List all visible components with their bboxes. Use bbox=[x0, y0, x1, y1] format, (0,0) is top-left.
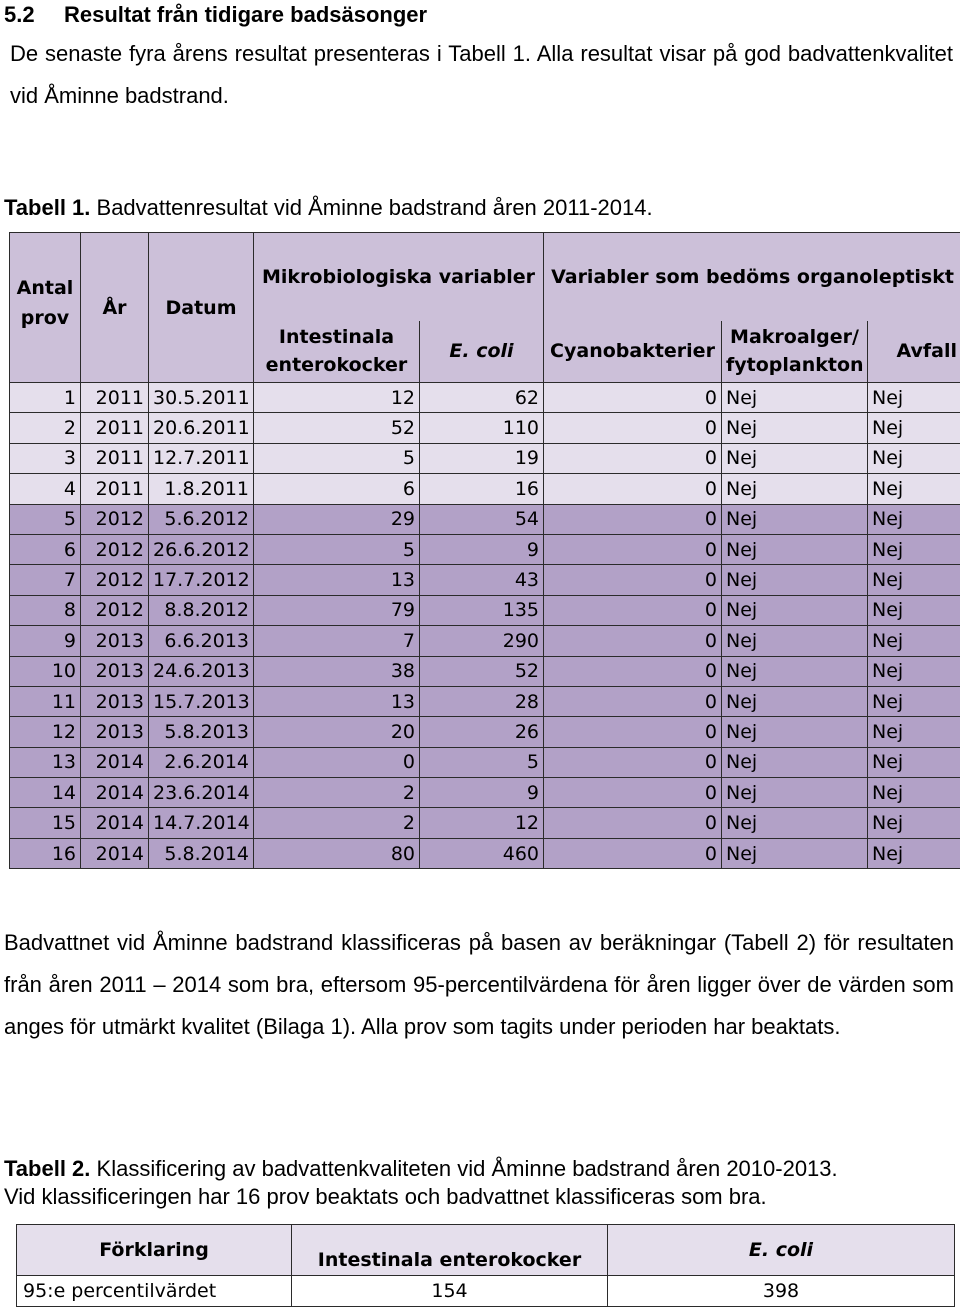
row-cyanobakterier: 0 bbox=[544, 504, 722, 534]
row-ecoli: 9 bbox=[420, 534, 544, 564]
table-row bbox=[10, 747, 960, 777]
table-row bbox=[10, 808, 960, 838]
row-enterokocker: 20 bbox=[254, 717, 420, 747]
table-row bbox=[10, 504, 960, 534]
row-avfall: Nej bbox=[868, 534, 960, 564]
row-number: 6 bbox=[10, 534, 81, 564]
row-number: 5 bbox=[10, 504, 81, 534]
row-year: 2011 bbox=[81, 443, 149, 473]
table-row bbox=[10, 717, 960, 747]
row-enterokocker: 80 bbox=[254, 838, 420, 868]
row-date: 2.6.2014 bbox=[149, 747, 254, 777]
row-makroalger: Nej bbox=[722, 504, 868, 534]
header-group-microbiological: Mikrobiologiska variabler bbox=[254, 233, 544, 321]
row-year: 2014 bbox=[81, 747, 149, 777]
row-date: 6.6.2013 bbox=[149, 626, 254, 656]
row-year: 2012 bbox=[81, 534, 149, 564]
t2-header-forklaring: Förklaring bbox=[17, 1225, 292, 1276]
table-row bbox=[10, 686, 960, 716]
row-cyanobakterier: 0 bbox=[544, 778, 722, 808]
row-enterokocker: 38 bbox=[254, 656, 420, 686]
row-number: 11 bbox=[10, 686, 81, 716]
row-year: 2011 bbox=[81, 474, 149, 504]
row-makroalger: Nej bbox=[722, 626, 868, 656]
row-avfall: Nej bbox=[868, 778, 960, 808]
row-number: 9 bbox=[10, 626, 81, 656]
header-cyanobakterier: Cyanobakterier bbox=[544, 321, 722, 383]
row-avfall: Nej bbox=[868, 383, 960, 413]
table2-caption-line2: Vid klassificeringen har 16 prov beaktats och badvattnet klassificeras som bra. bbox=[4, 1183, 838, 1211]
row-cyanobakterier: 0 bbox=[544, 686, 722, 716]
row-ecoli: 26 bbox=[420, 717, 544, 747]
row-enterokocker: 6 bbox=[254, 474, 420, 504]
row-cyanobakterier: 0 bbox=[544, 656, 722, 686]
t2-row-ecoli: 398 bbox=[608, 1276, 955, 1307]
section-number: 5.2 bbox=[4, 2, 64, 28]
row-date: 12.7.2011 bbox=[149, 443, 254, 473]
row-ecoli: 5 bbox=[420, 747, 544, 777]
row-date: 8.8.2012 bbox=[149, 595, 254, 625]
row-number: 3 bbox=[10, 443, 81, 473]
section-title: Resultat från tidigare badsäsonger bbox=[64, 2, 427, 27]
row-ecoli: 135 bbox=[420, 595, 544, 625]
row-enterokocker: 0 bbox=[254, 747, 420, 777]
row-year: 2011 bbox=[81, 383, 149, 413]
row-year: 2013 bbox=[81, 626, 149, 656]
row-makroalger: Nej bbox=[722, 595, 868, 625]
row-cyanobakterier: 0 bbox=[544, 717, 722, 747]
row-makroalger: Nej bbox=[722, 838, 868, 868]
row-avfall: Nej bbox=[868, 565, 960, 595]
row-ecoli: 9 bbox=[420, 778, 544, 808]
row-cyanobakterier: 0 bbox=[544, 808, 722, 838]
row-cyanobakterier: 0 bbox=[544, 565, 722, 595]
header-ar: År bbox=[81, 233, 149, 383]
row-ecoli: 110 bbox=[420, 413, 544, 443]
row-makroalger: Nej bbox=[722, 565, 868, 595]
table1-caption-text: Badvattenresultat vid Åminne badstrand åren 2011-2014. bbox=[90, 195, 652, 220]
row-cyanobakterier: 0 bbox=[544, 747, 722, 777]
header-intestinala: Intestinala enterokocker bbox=[254, 321, 420, 383]
row-ecoli: 16 bbox=[420, 474, 544, 504]
row-ecoli: 28 bbox=[420, 686, 544, 716]
row-makroalger: Nej bbox=[722, 747, 868, 777]
row-year: 2013 bbox=[81, 656, 149, 686]
row-date: 5.8.2014 bbox=[149, 838, 254, 868]
header-avfall: Avfall bbox=[868, 321, 960, 383]
row-avfall: Nej bbox=[868, 656, 960, 686]
row-year: 2012 bbox=[81, 504, 149, 534]
row-ecoli: 460 bbox=[420, 838, 544, 868]
row-year: 2013 bbox=[81, 686, 149, 716]
table1-caption-label: Tabell 1. bbox=[4, 195, 90, 220]
table-row bbox=[10, 413, 960, 443]
row-avfall: Nej bbox=[868, 808, 960, 838]
row-makroalger: Nej bbox=[722, 383, 868, 413]
row-number: 2 bbox=[10, 413, 81, 443]
header-datum: Datum bbox=[149, 233, 254, 383]
row-ecoli: 54 bbox=[420, 504, 544, 534]
row-avfall: Nej bbox=[868, 626, 960, 656]
row-number: 13 bbox=[10, 747, 81, 777]
row-makroalger: Nej bbox=[722, 443, 868, 473]
row-year: 2014 bbox=[81, 838, 149, 868]
table2-caption-line1 bbox=[4, 1155, 838, 1183]
row-year: 2012 bbox=[81, 595, 149, 625]
row-cyanobakterier: 0 bbox=[544, 626, 722, 656]
row-enterokocker: 12 bbox=[254, 383, 420, 413]
row-enterokocker: 2 bbox=[254, 778, 420, 808]
row-avfall: Nej bbox=[868, 747, 960, 777]
row-ecoli: 43 bbox=[420, 565, 544, 595]
header-makroalger: Makroalger/ fytoplankton bbox=[722, 321, 868, 383]
row-number: 10 bbox=[10, 656, 81, 686]
row-number: 8 bbox=[10, 595, 81, 625]
row-makroalger: Nej bbox=[722, 778, 868, 808]
t2-row-intestinala: 154 bbox=[292, 1276, 608, 1307]
intro-paragraph: De senaste fyra årens resultat presenteras i Tabell 1. Alla resultat visar på god badvattenkvalitet vid Åminne badstrand. bbox=[10, 33, 953, 117]
row-avfall: Nej bbox=[868, 474, 960, 504]
row-makroalger: Nej bbox=[722, 656, 868, 686]
row-number: 7 bbox=[10, 565, 81, 595]
row-date: 5.8.2013 bbox=[149, 717, 254, 747]
table-row bbox=[10, 565, 960, 595]
row-ecoli: 290 bbox=[420, 626, 544, 656]
row-makroalger: Nej bbox=[722, 474, 868, 504]
row-enterokocker: 52 bbox=[254, 413, 420, 443]
header-ecoli: E. coli bbox=[420, 321, 544, 383]
row-number: 1 bbox=[10, 383, 81, 413]
row-makroalger: Nej bbox=[722, 717, 868, 747]
row-date: 15.7.2013 bbox=[149, 686, 254, 716]
row-avfall: Nej bbox=[868, 717, 960, 747]
row-enterokocker: 2 bbox=[254, 808, 420, 838]
row-date: 20.6.2011 bbox=[149, 413, 254, 443]
table-row bbox=[10, 656, 960, 686]
table-row bbox=[10, 383, 960, 413]
table2-caption-text: Klassificering av badvattenkvaliteten vid Åminne badstrand åren 2010-2013. bbox=[90, 1156, 837, 1181]
table-row bbox=[10, 626, 960, 656]
row-enterokocker: 29 bbox=[254, 504, 420, 534]
t2-row-label: 95:e percentilvärdet bbox=[17, 1276, 292, 1307]
row-date: 26.6.2012 bbox=[149, 534, 254, 564]
row-date: 5.6.2012 bbox=[149, 504, 254, 534]
row-avfall: Nej bbox=[868, 686, 960, 716]
t2-header-intestinala: Intestinala enterokocker bbox=[292, 1225, 608, 1276]
row-enterokocker: 7 bbox=[254, 626, 420, 656]
row-cyanobakterier: 0 bbox=[544, 474, 722, 504]
table1-caption bbox=[4, 195, 653, 221]
row-number: 14 bbox=[10, 778, 81, 808]
row-date: 30.5.2011 bbox=[149, 383, 254, 413]
row-date: 24.6.2013 bbox=[149, 656, 254, 686]
row-ecoli: 52 bbox=[420, 656, 544, 686]
row-makroalger: Nej bbox=[722, 808, 868, 838]
row-number: 4 bbox=[10, 474, 81, 504]
row-ecoli: 12 bbox=[420, 808, 544, 838]
table-row bbox=[10, 443, 960, 473]
row-cyanobakterier: 0 bbox=[544, 383, 722, 413]
row-avfall: Nej bbox=[868, 838, 960, 868]
row-cyanobakterier: 0 bbox=[544, 534, 722, 564]
row-cyanobakterier: 0 bbox=[544, 838, 722, 868]
table-row bbox=[10, 474, 960, 504]
table-row bbox=[10, 838, 960, 868]
row-number: 16 bbox=[10, 838, 81, 868]
row-ecoli: 62 bbox=[420, 383, 544, 413]
row-makroalger: Nej bbox=[722, 534, 868, 564]
row-year: 2012 bbox=[81, 565, 149, 595]
row-enterokocker: 13 bbox=[254, 686, 420, 716]
row-year: 2014 bbox=[81, 808, 149, 838]
row-ecoli: 19 bbox=[420, 443, 544, 473]
table2-caption bbox=[4, 1155, 838, 1211]
table-row bbox=[10, 534, 960, 564]
row-cyanobakterier: 0 bbox=[544, 595, 722, 625]
row-avfall: Nej bbox=[868, 443, 960, 473]
row-avfall: Nej bbox=[868, 595, 960, 625]
row-year: 2014 bbox=[81, 778, 149, 808]
row-cyanobakterier: 0 bbox=[544, 443, 722, 473]
row-enterokocker: 13 bbox=[254, 565, 420, 595]
table2-caption-label: Tabell 2. bbox=[4, 1156, 90, 1181]
table-row bbox=[10, 778, 960, 808]
t2-header-ecoli: E. coli bbox=[608, 1225, 955, 1276]
results-table-body bbox=[10, 383, 960, 869]
header-antal-prov: Antal prov bbox=[10, 233, 81, 383]
row-year: 2011 bbox=[81, 413, 149, 443]
classification-table bbox=[16, 1224, 955, 1307]
section-heading bbox=[4, 2, 427, 28]
row-year: 2013 bbox=[81, 717, 149, 747]
row-date: 17.7.2012 bbox=[149, 565, 254, 595]
row-number: 12 bbox=[10, 717, 81, 747]
row-enterokocker: 5 bbox=[254, 534, 420, 564]
row-enterokocker: 5 bbox=[254, 443, 420, 473]
row-makroalger: Nej bbox=[722, 413, 868, 443]
row-date: 14.7.2014 bbox=[149, 808, 254, 838]
row-makroalger: Nej bbox=[722, 686, 868, 716]
table-row bbox=[10, 595, 960, 625]
row-date: 23.6.2014 bbox=[149, 778, 254, 808]
row-avfall: Nej bbox=[868, 413, 960, 443]
row-cyanobakterier: 0 bbox=[544, 413, 722, 443]
classification-paragraph: Badvattnet vid Åminne badstrand klassificeras på basen av beräkningar (Tabell 2) för resultaten från åren 2011 – 2014 som bra, eftersom 95-percentilvärdena för åren ligger över de värden som anges för utmärkt kvalitet (Bilaga 1). Alla prov som tagits under perioden har beaktats. bbox=[4, 922, 954, 1048]
row-enterokocker: 79 bbox=[254, 595, 420, 625]
header-group-organoleptic: Variabler som bedöms organoleptiskt bbox=[544, 233, 960, 321]
row-avfall: Nej bbox=[868, 504, 960, 534]
row-number: 15 bbox=[10, 808, 81, 838]
results-table bbox=[9, 232, 960, 869]
row-date: 1.8.2011 bbox=[149, 474, 254, 504]
